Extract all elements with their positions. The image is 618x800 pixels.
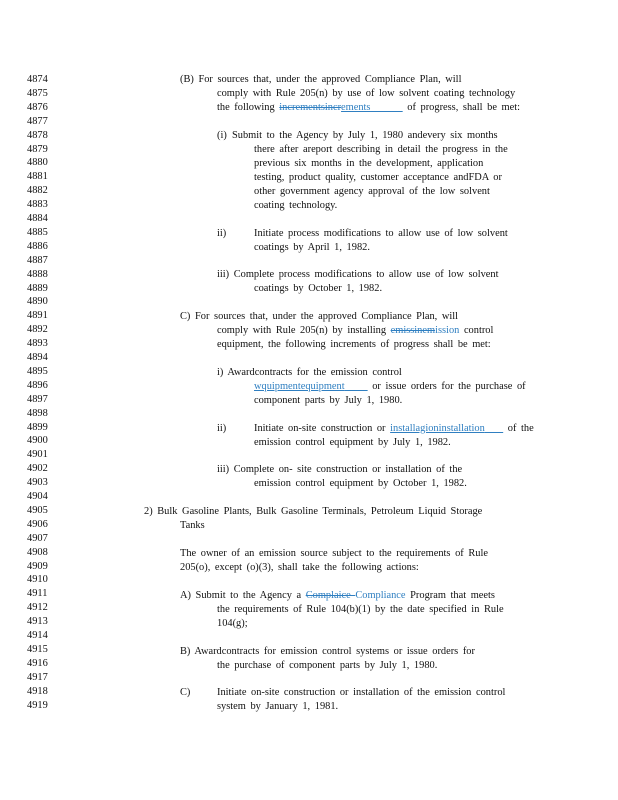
line-number: 4898 (27, 407, 48, 419)
section-b-item-i-line-4: testing, product quality, customer acceptance andFDA or (254, 172, 502, 183)
line-number: 4896 (27, 379, 48, 391)
deleted-text: Complaice (305, 590, 356, 601)
section-2-heading-line-2: Tanks (180, 520, 205, 531)
section-c-line-3: equipment, the following increments of progress shall be met: (217, 339, 491, 350)
line-number: 4915 (27, 643, 48, 655)
line-number: 4878 (27, 129, 48, 141)
section-b-item-iii-line-2: coatings by October 1, 1982. (254, 283, 383, 294)
inserted-text: Compliance (355, 590, 406, 601)
section-2-para-line-2: 205(o), except (o)(3), shall take the following actions: (180, 562, 419, 573)
section-b-item-i-line-6: coating technology. (254, 200, 338, 211)
section-2-para-line-1: The owner of an emission source subject to the requirements of Rule (180, 548, 488, 559)
section-b-line-1: (B) For sources that, under the approved Compliance Plan, will (180, 74, 462, 85)
line-number: 4882 (27, 185, 48, 197)
line-number: 4901 (27, 449, 48, 461)
line-number: 4913 (27, 616, 48, 628)
line-number: 4894 (27, 352, 48, 363)
text: control (459, 325, 494, 336)
line-number: 4911 (27, 588, 48, 600)
deleted-text: emissinem (390, 325, 436, 336)
line-number: 4902 (27, 463, 48, 475)
line-number: 4885 (27, 226, 48, 238)
line-number: 4888 (27, 268, 48, 280)
line-number: 4904 (27, 491, 48, 502)
line-number: 4884 (27, 213, 48, 224)
line-number: 4917 (27, 671, 48, 683)
section-b-item-i-line-3: previous six months in the development, application (254, 158, 484, 169)
line-number: 4883 (27, 199, 48, 211)
section-c-item-i-line-3: component parts by July 1, 1980. (254, 395, 403, 406)
inserted-text: installagioninstallation (390, 423, 485, 434)
text: A) Submit to the Agency a (180, 590, 306, 601)
line-number: 4890 (27, 296, 48, 308)
section-2-c-marker: C) (180, 687, 191, 698)
section-c-line-1: C) For sources that, under the approved Compliance Plan, will (180, 311, 458, 322)
section-c-item-ii-marker: ii) (217, 423, 227, 434)
line-number: 4889 (27, 282, 48, 294)
deleted-text: incrementsincr (279, 102, 342, 113)
text: the following (217, 102, 280, 113)
text: or issue orders for the purchase of (367, 381, 526, 392)
text: of progress, shall be met: (402, 102, 521, 113)
text: comply with Rule 205(n) by installing (217, 325, 391, 336)
text: Program that meets (405, 590, 495, 601)
line-number: 4899 (27, 421, 48, 433)
line-number: 4877 (27, 115, 48, 127)
line-number: 4914 (27, 630, 48, 641)
line-number: 4912 (27, 602, 48, 614)
line-number: 4903 (27, 477, 48, 489)
section-b-item-ii-marker: ii) (217, 228, 227, 239)
line-number: 4906 (27, 518, 48, 530)
line-number: 4881 (27, 171, 48, 183)
section-2-a-line-1 (180, 589, 495, 602)
line-number: 4876 (27, 101, 48, 113)
text: of the (503, 423, 534, 434)
line-number: 4897 (27, 393, 48, 405)
line-number: 4895 (27, 365, 48, 377)
inserted-text: ements (341, 102, 371, 113)
section-2-b-line-2: the purchase of component parts by July 1, 1980. (217, 660, 438, 671)
inserted-text: wquipmentequipment (254, 381, 345, 392)
section-b-item-iii-line-1: iii) Complete process modifications to allow use of low solvent (217, 269, 499, 280)
section-c-item-iii-line-2: emission control equipment by October 1, 1982. (254, 478, 467, 489)
line-number: 4874 (27, 74, 48, 85)
section-2-b-line-1: B) Awardcontracts for emission control systems or issue orders for (180, 646, 475, 657)
line-number: 4907 (27, 532, 48, 544)
line-number: 4900 (27, 435, 48, 447)
line-number: 4908 (27, 546, 48, 558)
line-number: 4893 (27, 338, 48, 350)
section-2-a-line-2: the requirements of Rule 104(b)(1) by the date specified in Rule (217, 604, 504, 615)
line-number: 4919 (27, 699, 48, 711)
section-c-item-ii-line-2: emission control equipment by July 1, 1982. (254, 437, 451, 448)
section-b-item-i-line-2: there after areport describing in detail the progress in the (254, 144, 508, 155)
section-b-item-ii-line-2: coatings by April 1, 1982. (254, 242, 370, 253)
line-number: 4910 (27, 574, 48, 586)
line-number: 4892 (27, 324, 48, 336)
section-b-item-i-marker: (i) (217, 130, 227, 141)
section-c-item-i-line-2 (254, 380, 526, 393)
section-c-item-i-line-1: i) Awardcontracts for the emission control (217, 367, 402, 378)
section-c-item-iii-line-1: iii) Complete on- site construction or installation of the (217, 464, 463, 475)
section-b-item-ii-line-1: Initiate process modifications to allow use of low solvent (254, 228, 508, 239)
section-c-line-2 (217, 324, 493, 337)
section-2-c-line-2: system by January 1, 1981. (217, 701, 339, 712)
section-b-line-2: comply with Rule 205(n) by use of low solvent coating technology (217, 88, 516, 99)
line-number: 4905 (27, 504, 48, 516)
section-2-a-line-3: 104(g); (217, 618, 248, 629)
line-number: 4918 (27, 685, 48, 697)
section-2-heading-line-1: 2) Bulk Gasoline Plants, Bulk Gasoline Terminals, Petroleum Liquid Storage (144, 506, 483, 517)
section-2-c-line-1: Initiate on-site construction or installation of the emission control (217, 687, 506, 698)
line-number: 4909 (27, 560, 48, 572)
line-number: 4879 (27, 143, 48, 155)
line-number: 4886 (27, 240, 48, 252)
line-number: 4916 (27, 657, 48, 669)
text: Initiate on-site construction or (254, 423, 391, 434)
line-number: 4891 (27, 310, 48, 322)
section-c-item-ii-line-1 (254, 422, 534, 435)
inserted-text: ission (435, 325, 460, 336)
section-b-item-i-line-5: other government agency approval of the low solvent (254, 186, 490, 197)
line-number: 4880 (27, 157, 48, 169)
line-number: 4875 (27, 87, 48, 99)
section-b-item-i-line-1: Submit to the Agency by July 1, 1980 andevery six months (232, 130, 498, 141)
section-b-line-3 (217, 101, 520, 114)
line-number: 4887 (27, 254, 48, 266)
